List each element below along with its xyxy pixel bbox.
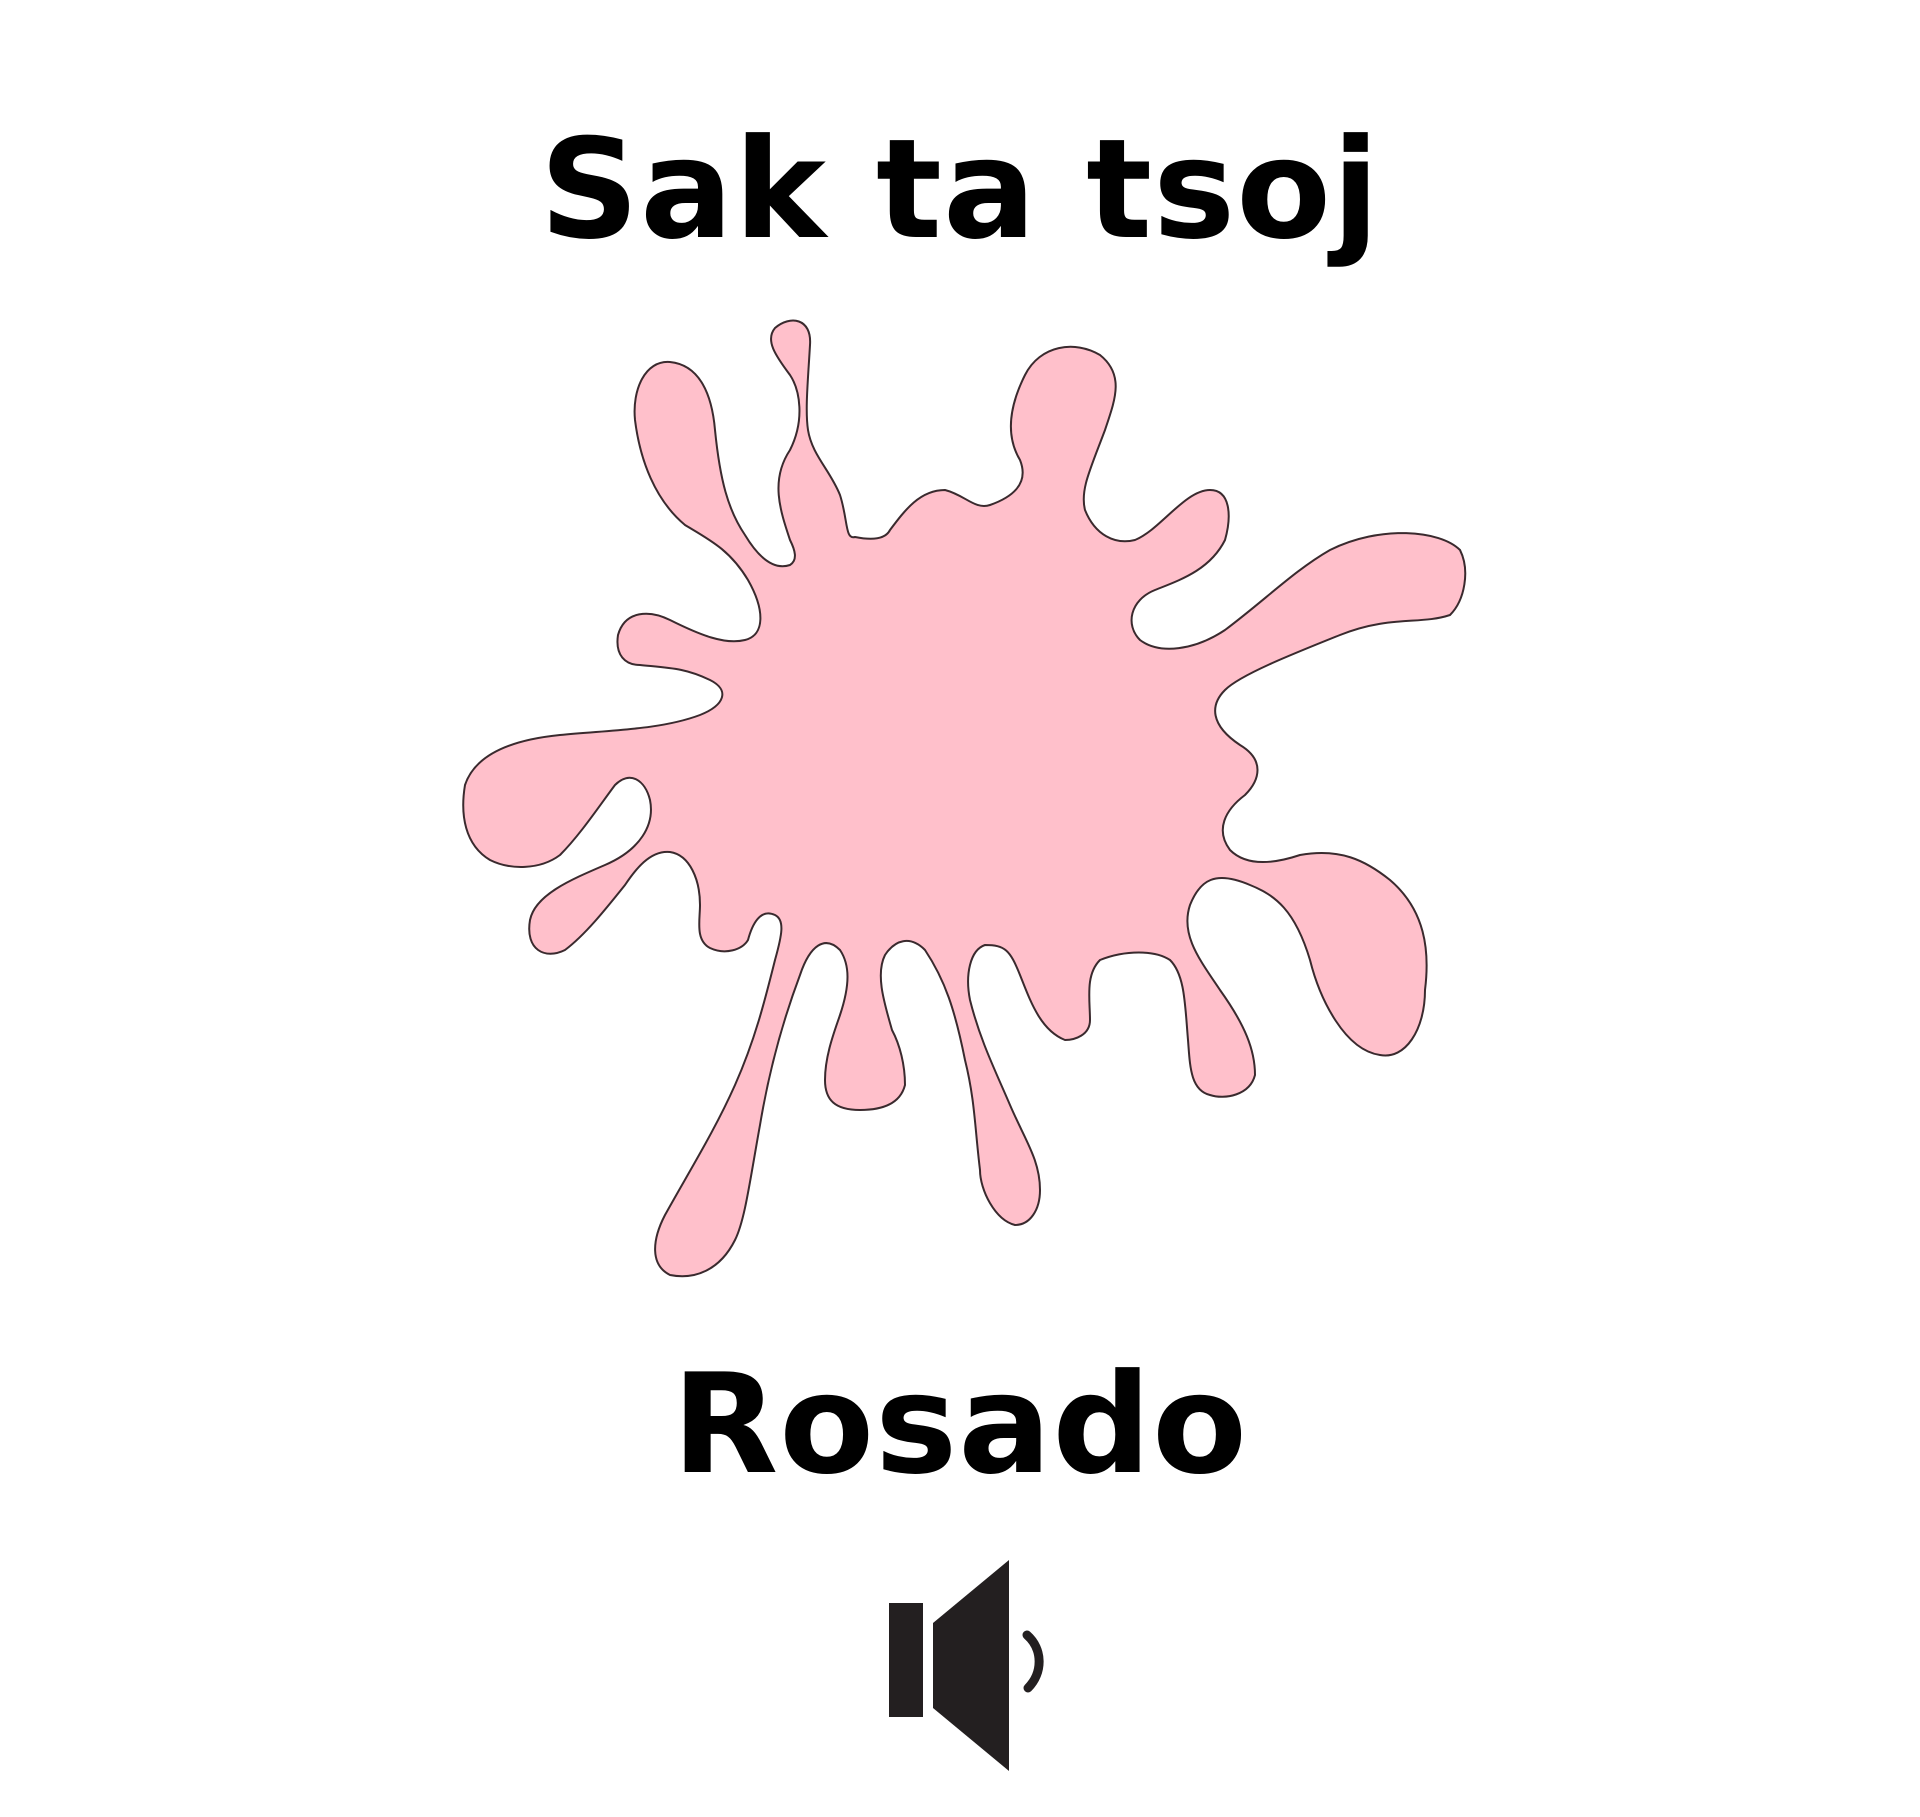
- pink-splat-shape: [463, 321, 1465, 1277]
- speaker-body: [889, 1603, 923, 1717]
- speaker-icon[interactable]: [880, 1546, 1060, 1776]
- speaker-cone: [933, 1560, 1009, 1771]
- word-label: Rosado: [672, 1344, 1248, 1505]
- card-title: Sak ta tsoj: [539, 109, 1381, 270]
- sound-wave: [1027, 1635, 1039, 1688]
